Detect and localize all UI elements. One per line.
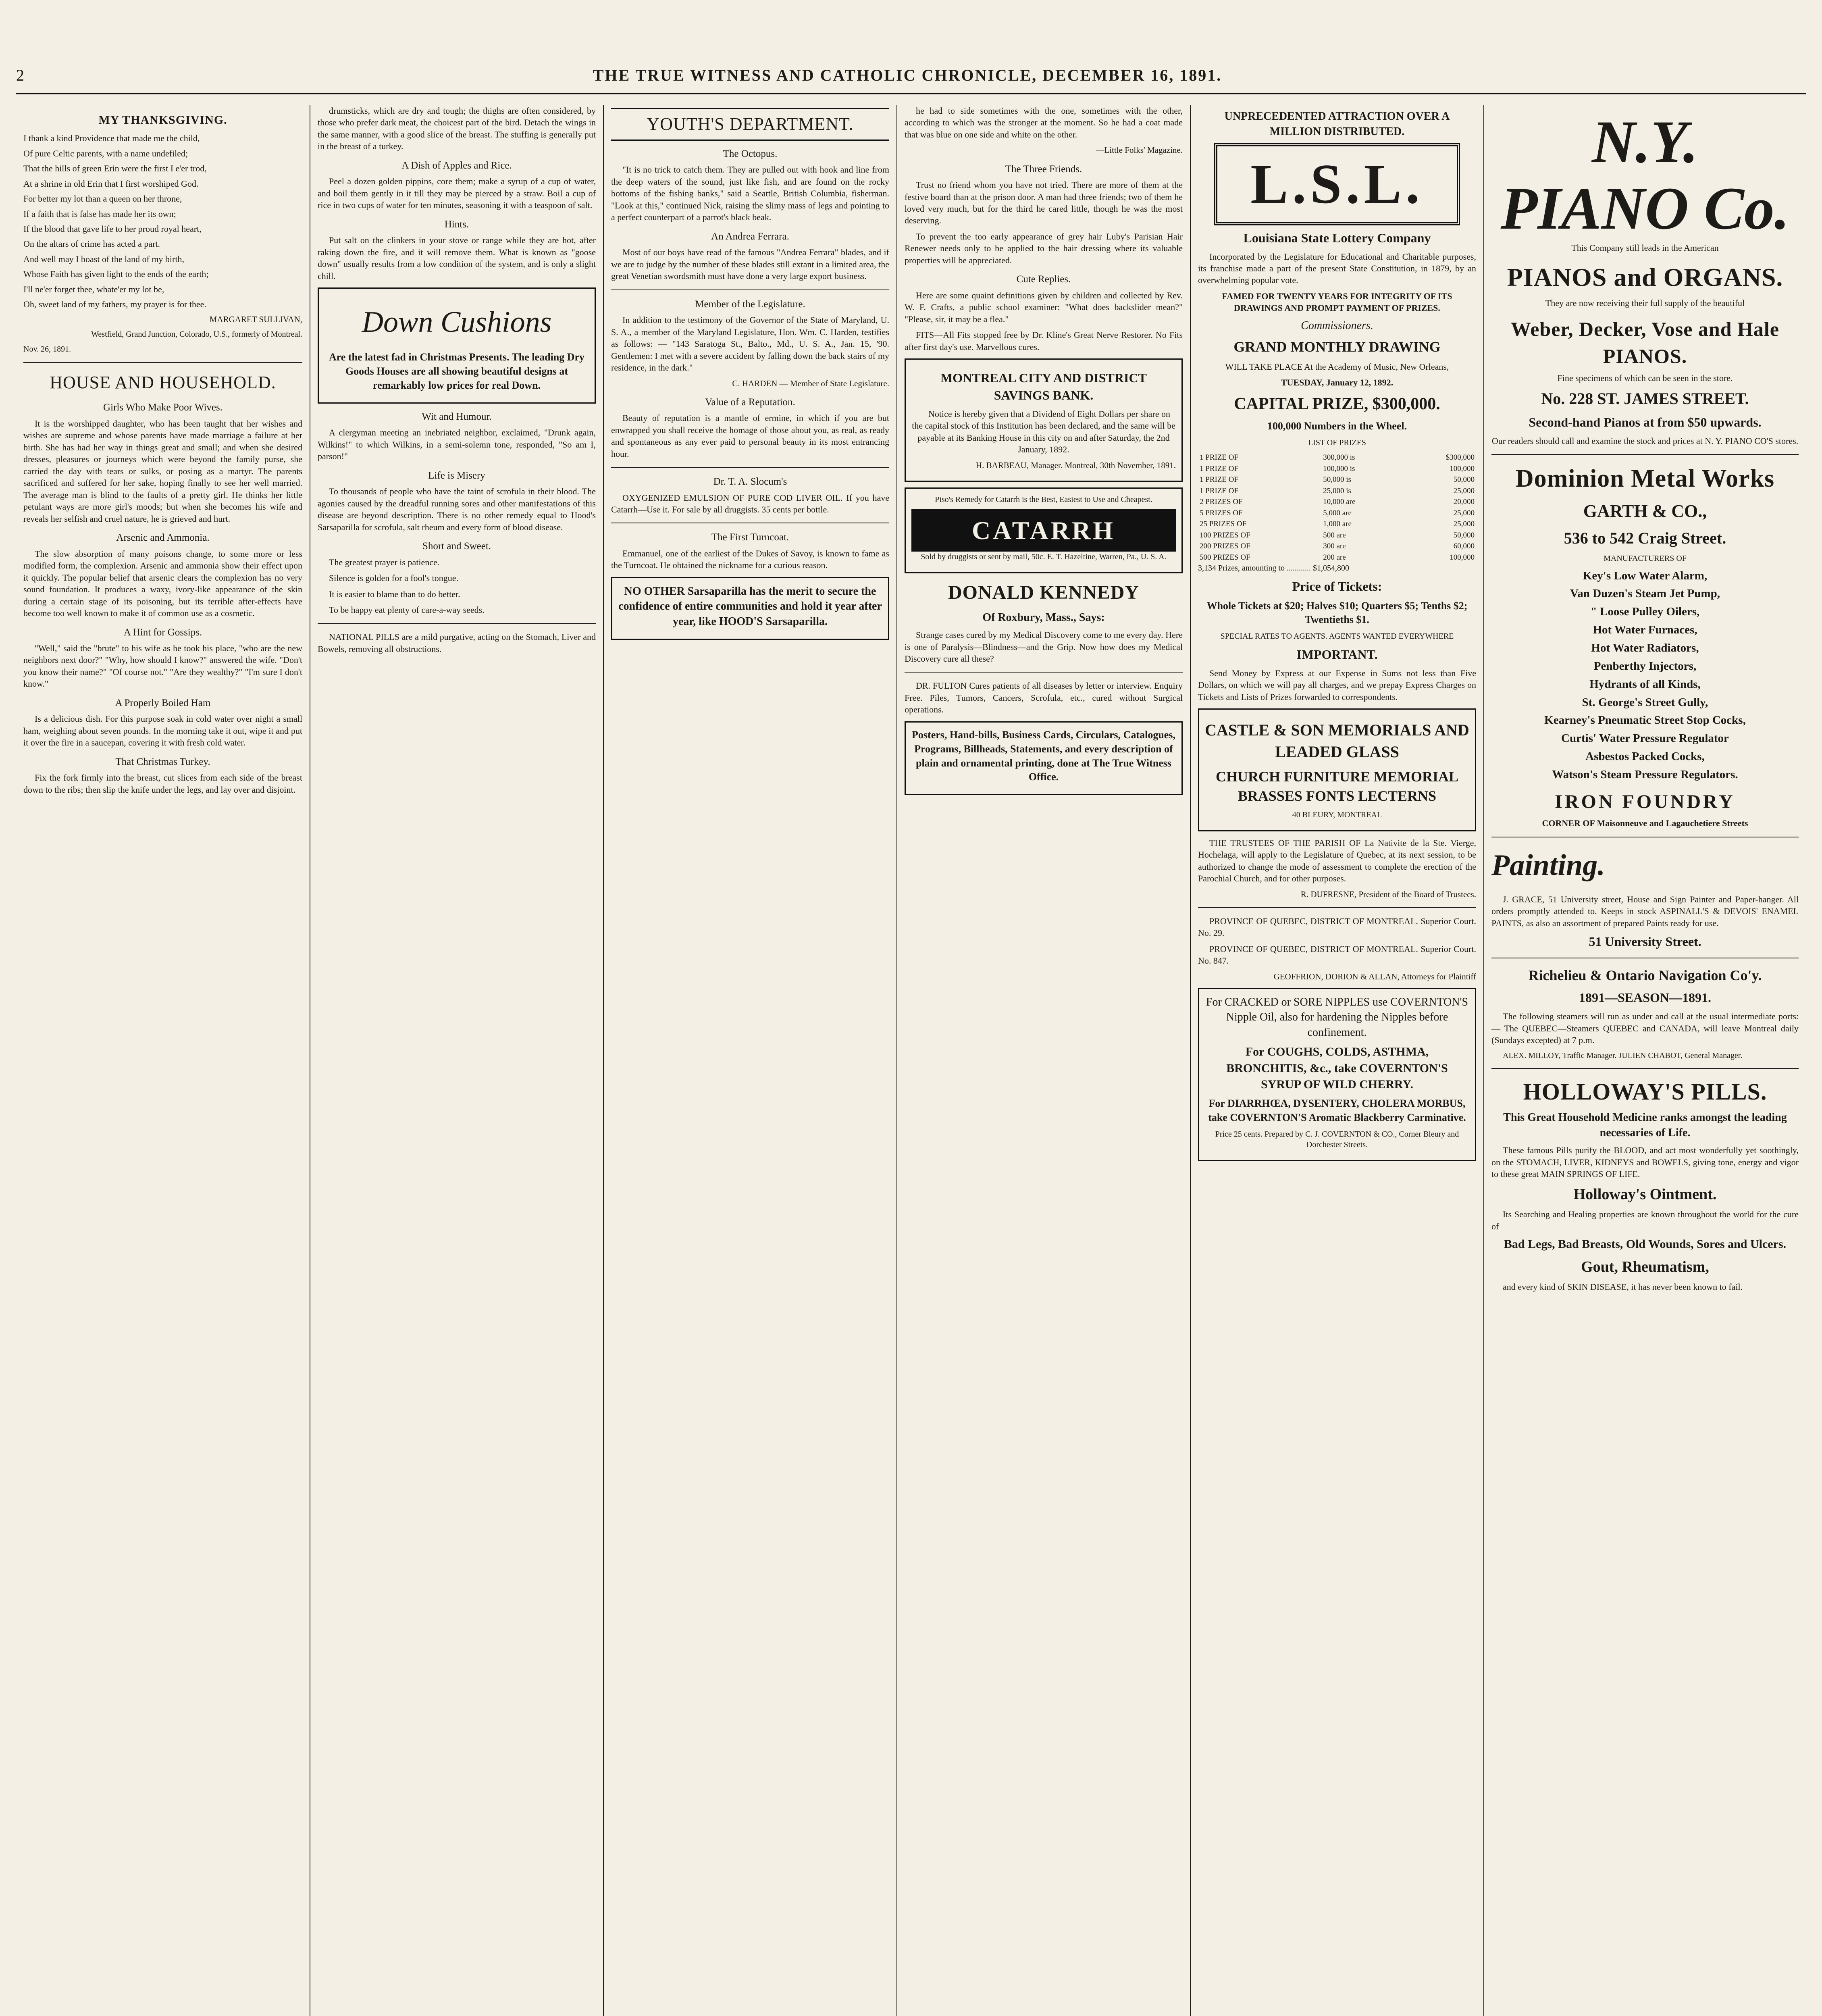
list-item: The greatest prayer is patience. — [329, 557, 440, 567]
divider — [611, 467, 889, 468]
table-row: 25 PRIZES OF 1,000 are 25,000 — [1200, 520, 1475, 529]
table-row: 1 PRIZE OF 25,000 is 25,000 — [1200, 486, 1475, 495]
article-body: Emmanuel, one of the earliest of the Dukes of Savoy, is known to fame as the Turncoat. He obtained the nickname for a curious reason. — [611, 548, 889, 571]
trustees-signature: R. DUFRESNE, President of the Board of Trustees. — [1300, 889, 1476, 899]
column-3 — [603, 105, 896, 2016]
divider — [1491, 454, 1799, 455]
lottery-logo: L.S.L. — [1214, 143, 1460, 225]
prize-list-header: LIST OF PRIZES — [1308, 438, 1366, 447]
richelieu-season: 1891—SEASON—1891. — [1579, 990, 1712, 1005]
capital-prize: CAPITAL PRIZE, $300,000. — [1234, 394, 1440, 413]
article-title: An Andrea Ferrara. — [711, 231, 789, 242]
castle-address: 40 BLEURY, MONTREAL — [1292, 810, 1382, 820]
ad-bottom: Sold by druggists or sent by mail, 50c. E. T. Hazeltine, Warren, Pa., U. S. A. — [921, 552, 1167, 562]
article-body: To thousands of people who have the taint of scrofula in their blood. The agonies caused by the dreadful running sores and other manifestations of this disease are beyond description. There is no other remedy equal to Hood's Sarsaparilla for scrofula, salt rheum and every form of blood disease. — [318, 486, 596, 532]
piano-now: They are now receiving their full supply of the beautiful — [1545, 298, 1745, 308]
list-item: Penberthy Injectors, — [1593, 659, 1697, 673]
table-row: 1 PRIZE OF 50,000 is 50,000 — [1200, 475, 1475, 484]
drawing-date: TUESDAY, January 12, 1892. — [1281, 377, 1394, 388]
article-body: Here are some quaint definitions given by children and collected by Rev. W. F. Crafts, a public school examiner: "What does backslider mean?" "Please, sir, it may be a flea." — [905, 290, 1183, 324]
catarrh-ad — [905, 487, 1183, 573]
article-body: Trust no friend whom you have not tried. There are more of them at the festive board than at the prison door. A man had three friends; two of them he loved very much, but for the third he cared little, though he was the most deserving. — [905, 180, 1183, 226]
article-body: Put salt on the clinkers in your stove or range while they are hot, after raking down the fire, and it will remove them. What is known as "goose down" usually results from a low condition of the system, and is only a slight chill. — [318, 235, 596, 281]
article-body: The slow absorption of many poisons change, to some more or less modified form, the complexion. Arsenic and ammonia show their effect upon it quickly. The popular belief that arsenic clears the complexion has no very sound foundation. It produces a waxy, ivory-like appearance of the skin during a certain stage of its poisoning, but its terrible after-effects have become too well known to make it of common use as a cosmetic. — [23, 548, 302, 619]
metal-manufacturers: MANUFACTURERS OF — [1604, 554, 1687, 563]
piano-second-hand: Second-hand Pianos at from $50 upwards. — [1529, 414, 1762, 429]
poem-line: On the altars of crime has acted a part. — [23, 239, 160, 249]
ad-body: Posters, Hand-bills, Business Cards, Circulars, Catalogues, Programs, Billheads, Statements, and every description of plain and ornamental printing, done at The True Witness Office. — [912, 729, 1175, 783]
divider — [1491, 1068, 1799, 1069]
covernton-ad — [1198, 988, 1476, 1161]
holloway-title: HOLLOWAY'S PILLS. — [1523, 1079, 1767, 1105]
article-title: The Three Friends. — [1005, 163, 1082, 175]
article-body: "Well," said the "brute" to his wife as he took his place, "who are the new neighbors next door?" "Why, how should I know?" answered the wife. "Don't you know their name?" "Of course not." "Are they wealthy?" "I'm sure I don't know." — [23, 643, 302, 689]
list-item: Kearney's Pneumatic Street Stop Cocks, — [1544, 714, 1746, 727]
poem-line: If a faith that is false has made her its own; — [23, 208, 176, 219]
list-item: Asbestos Packed Cocks, — [1585, 750, 1705, 763]
poem-line: Oh, sweet land of my fathers, my prayer is for thee. — [23, 299, 206, 310]
article-body: Peel a dozen golden pippins, core them; make a syrup of a cup of water, and boil them gently in it till they may be pierced by a straw. Boil a cup of rice in two cups of water for ten minutes, seasoning it with a teaspoon of salt. — [318, 176, 596, 210]
lottery-name: Louisiana State Lottery Company — [1243, 230, 1431, 245]
column-1 — [16, 105, 310, 2016]
nipples-ad: For CRACKED or SORE NIPPLES use COVERNTON'S Nipple Oil, also for hardening the Nipples before confinement. — [1206, 996, 1468, 1039]
richelieu-title: Richelieu & Ontario Navigation Co'y. — [1528, 967, 1762, 984]
list-item: Hot Water Furnaces, — [1593, 623, 1697, 637]
gout-title: Gout, Rheumatism, — [1581, 1258, 1709, 1275]
drawing-place: WILL TAKE PLACE At the Academy of Music, New Orleans, — [1225, 361, 1449, 372]
article-title: A Properly Boiled Ham — [115, 697, 211, 708]
poem-body — [23, 132, 302, 310]
metal-owner: GARTH & CO., — [1583, 501, 1707, 521]
column-4 — [896, 105, 1190, 2016]
article-title: A Hint for Gossips. — [123, 627, 202, 638]
list-item: Silence is golden for a fool's tongue. — [329, 573, 459, 583]
article-credit: —Little Folks' Magazine. — [1096, 145, 1183, 155]
hoods-sarsaparilla-ad — [611, 577, 889, 640]
coughs-ad: For COUGHS, COLDS, ASTHMA, BRONCHITIS, &c., take COVERNTON'S SYRUP OF WILD CHERRY. — [1226, 1045, 1448, 1091]
lottery-famed: FAMED FOR TWENTY YEARS FOR INTEGRITY OF ITS DRAWINGS AND PROMPT PAYMENT OF PRIZES. — [1222, 291, 1452, 313]
ointment-body: Its Searching and Healing properties are known throughout the world for the cure of — [1491, 1209, 1799, 1231]
list-item: Curtis' Water Pressure Regulator — [1561, 732, 1729, 745]
divider — [611, 289, 889, 290]
pianos-organs: PIANOS and ORGANS. — [1507, 263, 1783, 292]
poem-line: Of pure Celtic parents, with a name undefiled; — [23, 148, 188, 158]
youth-banner — [611, 108, 889, 141]
article-title: Value of a Reputation. — [705, 396, 795, 408]
diarrhoea-ad: For DIARRHŒA, DYSENTERY, CHOLERA MORBUS, take COVERNTON'S Aromatic Blackberry Carminative. — [1208, 1097, 1466, 1123]
holloway-subtitle: This Great Household Medicine ranks amongst the leading necessaries of Life. — [1503, 1111, 1787, 1139]
table-row: 200 PRIZES OF 300 are 60,000 — [1200, 542, 1475, 551]
fits-ad: FITS—All Fits stopped free by Dr. Kline's Great Nerve Restorer. No Fits after first day's use. Marvellous cures. — [905, 330, 1183, 352]
table-row: 1 PRIZE OF 100,000 is 100,000 — [1200, 464, 1475, 473]
masthead-rule — [16, 93, 1806, 94]
iron-address: CORNER OF Maisonneuve and Lagauchetiere Streets — [1542, 818, 1748, 829]
article-body: Beauty of reputation is a mantle of ermine, in which if you are but enwrapped you shall receive the homage of those about you, as real, as ready and spontaneous as any ever paid to personal beauty in its most entrancing hour. — [611, 413, 889, 459]
article-title: A Dish of Apples and Rice. — [401, 160, 512, 171]
list-item: St. George's Street Gully, — [1582, 696, 1708, 709]
list-item: Key's Low Water Alarm, — [1583, 569, 1708, 582]
piano-fine: Fine specimens of which can be seen in the store. — [1557, 373, 1733, 383]
tickets-prices: Whole Tickets at $20; Halves $10; Quarters $5; Tenths $2; Twentieths $1. — [1206, 600, 1468, 626]
list-item: It is easier to blame than to do better. — [329, 589, 460, 599]
painting-address: 51 University Street. — [1589, 934, 1701, 949]
poem-line: Whose Faith has given light to the ends of the earth; — [23, 269, 209, 279]
poem-title: MY THANKSGIVING. — [98, 113, 227, 127]
catarrh-banner: CATARRH — [911, 509, 1176, 552]
prize-table — [1198, 452, 1476, 563]
poem-line: And well may I boast of the land of my birth, — [23, 254, 184, 264]
castle-title: CASTLE & SON MEMORIALS AND LEADED GLASS — [1205, 721, 1469, 761]
national-pills-ad: NATIONAL PILLS are a mild purgative, acting on the Stomach, Liver and Bowels, removing all obstructions. — [318, 632, 596, 654]
bank-title: MONTREAL CITY AND DISTRICT SAVINGS BANK. — [940, 371, 1147, 403]
table-row: 2 PRIZES OF 10,000 are 20,000 — [1200, 498, 1475, 506]
article-title: Hints. — [444, 219, 469, 230]
iron-foundry: IRON FOUNDRY — [1555, 791, 1735, 812]
ointment-list: Bad Legs, Bad Breasts, Old Wounds, Sores and Ulcers. — [1504, 1237, 1787, 1251]
article-body: In addition to the testimony of the Governor of the State of Maryland, U. S. A., a member of the Maryland Legislature, Hon. Wm. C. Harden, testifies as follows: — "143 Saratoga St., Balto., Md., U. S. A., Jan. 15, '90. Gentlemen: I met with a severe accident by falling down the back stairs of my residence, in the dark." — [611, 315, 889, 373]
divider — [905, 672, 1183, 673]
masthead — [16, 60, 1806, 85]
kennedy-body: Strange cases cured by my Medical Discovery come to me every day. Here is one of Paralysis—Blindness—and the Grip. Now how does my Medical Discovery cure all these? — [905, 630, 1183, 664]
ad-title: Down Cushions — [362, 306, 552, 339]
kennedy-subtitle: Of Roxbury, Mass., Says: — [982, 611, 1105, 624]
column-6 — [1483, 105, 1806, 2016]
article-body: he had to side sometimes with the one, sometimes with the other, according to which was the stronger at the moment. So he had a coat made that was blue on one side and white on the other. — [905, 106, 1183, 140]
numbers-in-wheel: 100,000 Numbers in the Wheel. — [1267, 420, 1407, 432]
article-title: Wit and Humour. — [422, 411, 492, 422]
article-body: Fix the fork firmly into the breast, cut slices from each side of the breast down to the ribs; then slip the knife under the legs, and lay over and disjoint. — [23, 773, 302, 795]
notice-signature: H. BARBEAU, Manager. Montreal, 30th November, 1891. — [975, 460, 1176, 470]
poem-line: If the blood that gave life to her proud royal heart, — [23, 224, 202, 234]
column-5 — [1190, 105, 1483, 2016]
lottery-body: Incorporated by the Legislature for Educational and Charitable purposes, its franchise made a part of the present State Constitution, in 1879, by an overwhelming popular vote. — [1198, 251, 1476, 285]
article-title: Arsenic and Ammonia. — [116, 532, 210, 544]
article-body: A clergyman meeting an inebriated neighbor, exclaimed, "Drunk again, Wilkins!" to which Wilkins, in a semi-solemn tone, responded, "So am I, parson!" — [318, 427, 596, 462]
metal-address: 536 to 542 Craig Street. — [1564, 529, 1726, 548]
poem-line: I'll ne'er forget thee, whate'er my lot be, — [23, 284, 164, 294]
article-title: The Octopus. — [723, 148, 778, 159]
piano-invite: Our readers should call and examine the stock and prices at N. Y. PIANO CO'S stores. — [1491, 435, 1799, 446]
article-body: "It is no trick to catch them. They are pulled out with hook and line from the deep waters of the sound, just like fish, and are found on the rocky bottoms of the fishing banks," said a Seattle, British Columbia, fisherman. "Look at this," continued Nick, raising the slimy mass of legs and pointing to a perfect counterpart of a parrot's black beak. — [611, 165, 889, 223]
article-title: That Christmas Turkey. — [115, 756, 210, 767]
article-body: drumsticks, which are dry and tough; the thighs are often considered, by those who prefer dark meat, the choicest part of the bird. Detach the wings in the same manner, with a good slice of the breast. The stuffing is generally put in the breast of a turkey. — [318, 106, 596, 152]
holloway-body: These famous Pills purify the BLOOD, and act most wonderfully yet soothingly, on the STOMACH, LIVER, KIDNEYS and BOWELS, giving tone, energy and vigor to these great MAIN SPRINGS OF LIFE. — [1491, 1145, 1799, 1179]
article-title: Life is Misery — [428, 470, 485, 481]
legal-notice: PROVINCE OF QUEBEC, DISTRICT OF MONTREAL. Superior Court. No. 847. — [1198, 943, 1476, 966]
article-title: Girls Who Make Poor Wives. — [103, 402, 223, 413]
ad-body: Are the latest fad in Christmas Presents. The leading Dry Goods Houses are all showing beautiful designs at remarkably low prices for real Down. — [329, 351, 585, 391]
painting-body: J. GRACE, 51 University street, House and Sign Painter and Paper-hanger. All orders promptly attended to. Keeps in stock ASPINALL'S & DEVOIS' ENAMEL PAINTS, as also an assortment of prepared Paints ready for use. — [1491, 894, 1799, 928]
castle-son-ad — [1198, 708, 1476, 831]
list-item: Hot Water Radiators, — [1591, 641, 1699, 654]
poem-line: At a shrine in old Erin that I first worshiped God. — [23, 178, 199, 189]
article-title: The First Turncoat. — [711, 532, 789, 543]
richelieu-body: The following steamers will run as under and call at the usual intermediate ports:— The QUEBEC—Steamers QUEBEC and CANADA, will leave Montreal daily (Sundays excepted) at 7 p.m. — [1491, 1011, 1799, 1045]
list-item: Watson's Steam Pressure Regulators. — [1552, 768, 1738, 781]
table-row: 5 PRIZES OF 5,000 are 25,000 — [1200, 508, 1475, 517]
down-cushions-ad — [318, 287, 596, 404]
prize-total: 3,134 Prizes, amounting to ............ $1,054,800 — [1198, 563, 1349, 573]
list-item: Van Duzen's Steam Jet Pump, — [1570, 587, 1720, 600]
drawing-title: GRAND MONTHLY DRAWING — [1233, 339, 1441, 355]
section-title-youth: YOUTH'S DEPARTMENT. — [647, 114, 854, 134]
column-2 — [310, 105, 603, 2016]
richelieu-signature: ALEX. MILLOY, Traffic Manager. JULIEN CHABOT, General Manager. — [1503, 1051, 1743, 1060]
testimonial-signature: C. HARDEN — Member of State Legislature. — [732, 378, 889, 388]
kennedy-title: DONALD KENNEDY — [948, 582, 1140, 604]
article-body: It is the worshipped daughter, who has been taught that her wishes and wishes are supreme and whose parents have made marriage a failure at her birth. She has had her way in things great and small; and when she desired dresses, pleasures or journeys which were beyond the family purse, she carried the day with tears or sulks, or posing as a martyr. The parents sacrificed and suffered for her sake, hoping finally to see her well married. The average man is blind to the faults of a pretty girl. He thinks her little petulant ways are more girl's moods; but when she becomes his wife and reveals her selfish and cruel nature, he is grieved and hurt. — [23, 418, 302, 524]
important-body: Send Money by Express at our Expense in Sums not less than Five Dollars, on which we will pay all charges, and we prepay Express Charges on Tickets and Lists of Prizes forwarded to correspondents. — [1198, 668, 1476, 702]
table-row: 500 PRIZES OF 200 are 100,000 — [1200, 553, 1475, 562]
covernton-address: Price 25 cents. Prepared by C. J. COVERNTON & CO., Corner Bleury and Dorchester Streets. — [1215, 1129, 1459, 1150]
savings-bank-notice — [905, 358, 1183, 482]
poem-date: Nov. 26, 1891. — [23, 344, 71, 354]
metal-products — [1491, 568, 1799, 783]
article-body: Most of our boys have read of the famous "Andrea Ferrara" blades, and if we are to judge by the number of these blades still extant in a limited area, the great Venetian swordsmith must have done a very large export business. — [611, 247, 889, 281]
church-title: CHURCH FURNITURE MEMORIAL BRASSES FONTS LECTERNS — [1216, 768, 1458, 804]
legal-notice: PROVINCE OF QUEBEC, DISTRICT OF MONTREAL. Superior Court. No. 29. — [1198, 916, 1476, 938]
poem-place: Westfield, Grand Junction, Colorado, U.S., formerly of Montreal. — [91, 329, 302, 339]
commissioners-label: Commissioners. — [1301, 319, 1373, 332]
agents-note: SPECIAL RATES TO AGENTS. AGENTS WANTED EVERYWHERE — [1220, 632, 1454, 641]
painting-title: Painting. — [1491, 848, 1605, 882]
ad-body: NO OTHER Sarsaparilla has the merit to secure the confidence of entire communities and hold it year after year, like HOOD'S Sarsaparilla. — [618, 585, 882, 628]
poem-line: That the hills of green Erin were the first I e'er trod, — [23, 163, 207, 174]
piano-brands: Weber, Decker, Vose and Hale PIANOS. — [1511, 317, 1779, 367]
ointment-title: Holloway's Ointment. — [1573, 1185, 1717, 1203]
ad-top: Piso's Remedy for Catarrh is the Best, Easiest to Use and Cheapest. — [935, 495, 1152, 504]
divider — [318, 623, 596, 624]
poem-author: MARGARET SULLIVAN, — [209, 314, 302, 324]
newspaper-title: THE TRUE WITNESS AND CATHOLIC CHRONICLE, DECEMBER 16, 1891. — [593, 66, 1222, 84]
tickets-title: Price of Tickets: — [1292, 579, 1382, 594]
page-number: 2 — [16, 66, 25, 84]
trustees-notice: THE TRUSTEES OF THE PARISH OF La Nativite de la Ste. Vierge, Hochelaga, will apply to the Legislature of Quebec, at its next session, to be authorized to change the mode of assessment to complete the erection of the Parochial Church, and for other purposes. — [1198, 837, 1476, 884]
divider — [1198, 907, 1476, 908]
poem-line: I thank a kind Providence that made me the child, — [23, 133, 200, 144]
lottery-header: UNPRECEDENTED ATTRACTION OVER A MILLION DISTRIBUTED. — [1224, 110, 1450, 138]
ny-piano-logo: N.Y. PIANO Co. — [1500, 108, 1790, 242]
slocum-ad: OXYGENIZED EMULSION OF PURE COD LIVER OIL. If you have Catarrh—Use it. For sale by all druggists. 35 cents per bottle. — [611, 492, 889, 515]
table-row: 1 PRIZE OF 300,000 is $300,000 — [1200, 453, 1475, 462]
hair-renewer-ad: To prevent the too early appearance of grey hair Luby's Parisian Hair Renewer needs only to be applied to the hair dressing where its valuable properties will be appreciated. — [905, 231, 1183, 265]
fulton-ad: DR. FULTON Cures patients of all diseases by letter or interview. Enquiry Free. Piles, Tumors, Cancers, Scrofula, etc., cured without Surgical operations. — [905, 681, 1183, 715]
notice-body: Notice is hereby given that a Dividend of Eight Dollars per share on the capital stock of this Institution has been declared, and the same will be payable at its Banking House in this city on and after Saturday, the 2nd January, 1892. — [912, 408, 1175, 455]
table-row: 100 PRIZES OF 500 are 50,000 — [1200, 531, 1475, 539]
piano-address: No. 228 ST. JAMES STREET. — [1541, 389, 1749, 408]
article-title: Member of the Legislature. — [695, 298, 805, 310]
section-title-house: HOUSE AND HOUSEHOLD. — [50, 372, 276, 392]
ad-title: Dr. T. A. Slocum's — [713, 476, 787, 487]
list-item: Hydrants of all Kinds, — [1589, 677, 1701, 691]
list-item: " Loose Pulley Oilers, — [1590, 605, 1700, 619]
metal-works-title: Dominion Metal Works — [1515, 465, 1775, 493]
article-body: Is a delicious dish. For this purpose soak in cold water over night a small ham, weighing about seven pounds. In the morning take it out, wipe it and put it over the fire in a saucepan, covering it with fresh cold water. — [23, 714, 302, 748]
important-title: IMPORTANT. — [1296, 647, 1378, 662]
legal-signature: GEOFFRION, DORION & ALLAN, Attorneys for Plaintiff — [1273, 971, 1476, 981]
gout-body: and every kind of SKIN DISEASE, it has never been known to fail. — [1503, 1282, 1743, 1292]
list-item: To be happy eat plenty of care-a-way seeds. — [329, 604, 485, 615]
printing-ad — [905, 721, 1183, 795]
piano-lead: This Company still leads in the American — [1571, 243, 1719, 253]
article-title: Cute Replies. — [1016, 274, 1071, 285]
poem-line: For better my lot than a queen on her throne, — [23, 194, 182, 204]
article-title: Short and Sweet. — [422, 541, 491, 552]
divider — [23, 362, 302, 363]
